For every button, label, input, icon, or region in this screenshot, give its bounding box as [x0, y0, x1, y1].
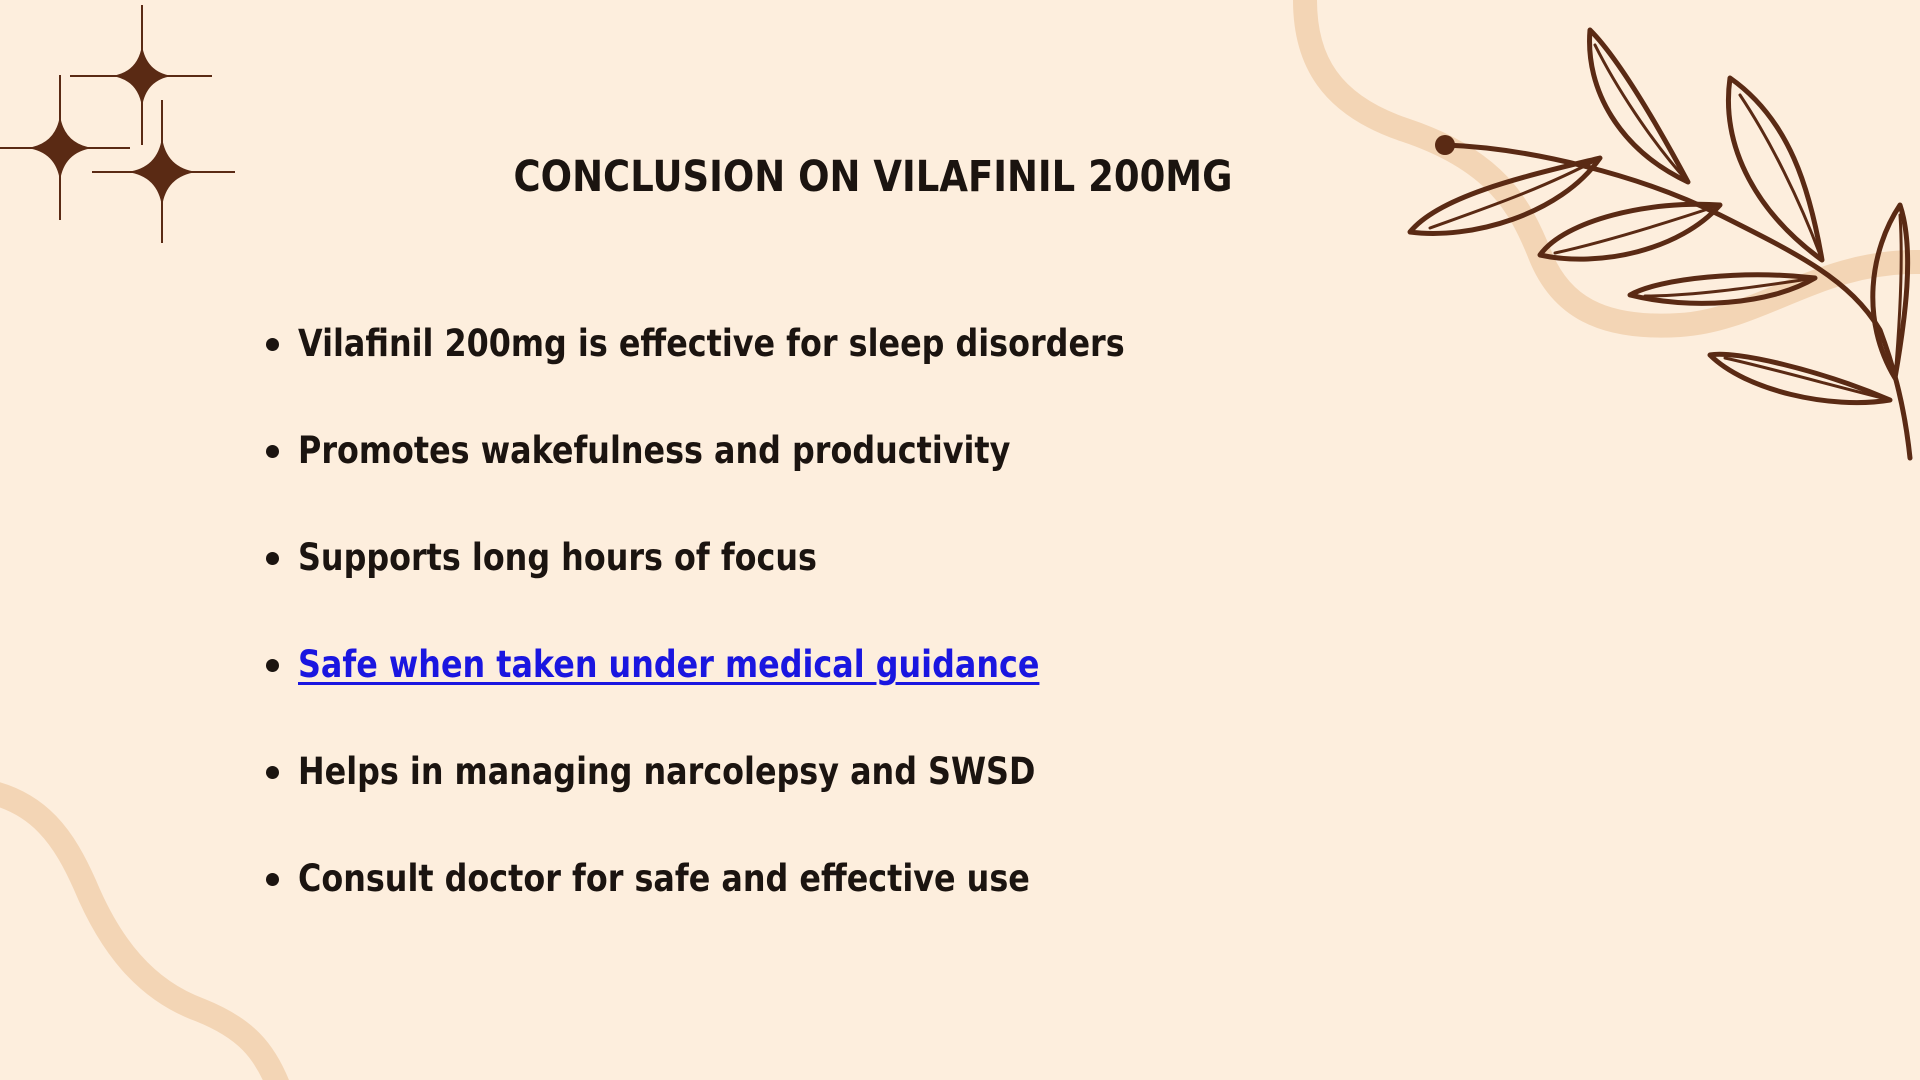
bullet-dot-icon [266, 552, 279, 565]
list-item [264, 740, 1259, 847]
medical-guidance-link[interactable]: Safe when taken under medical guidance [298, 643, 1040, 686]
list-item [264, 526, 1259, 633]
list-item [264, 419, 1259, 526]
list-item [264, 312, 1259, 419]
list-item [264, 847, 1259, 954]
bullet-dot-icon [266, 445, 279, 458]
slide-title: CONCLUSION ON VILAFINIL 200MG [513, 152, 1233, 202]
bullet-dot-icon [266, 659, 279, 672]
bullet-text: Helps in managing narcolepsy and SWSD [298, 750, 1036, 793]
wave-decoration-bottom [0, 790, 280, 1080]
bullet-list [264, 312, 1259, 954]
bullet-text: Supports long hours of focus [298, 536, 818, 579]
bullet-dot-icon [266, 338, 279, 351]
bullet-text: Promotes wakefulness and productivity [298, 429, 1011, 472]
bullet-dot-icon [266, 766, 279, 779]
bullet-text: Vilafinil 200mg is effective for sleep disorders [298, 322, 1125, 365]
sparkle-stars-icon [0, 5, 235, 243]
leaf-branch-icon [1410, 30, 1910, 458]
list-item [264, 633, 1259, 740]
bullet-dot-icon [266, 873, 279, 886]
bullet-text: Consult doctor for safe and effective use [298, 857, 1030, 900]
